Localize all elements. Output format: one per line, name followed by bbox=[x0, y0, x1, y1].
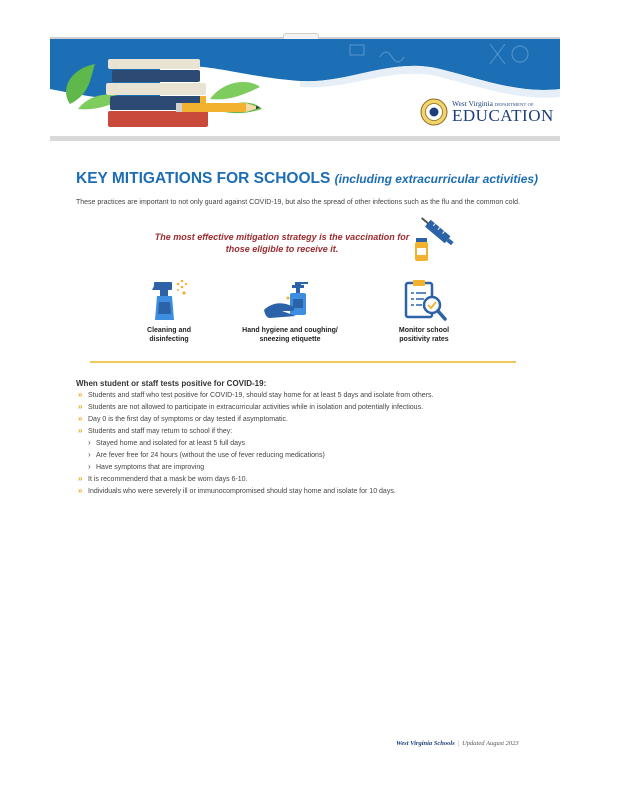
section-divider bbox=[90, 361, 516, 363]
vaccination-callout bbox=[134, 231, 430, 255]
mitigation-label-cleaning: Cleaning and disinfecting bbox=[147, 327, 191, 343]
footer-updated: Updated August 2023 bbox=[462, 740, 519, 747]
mitigation-label-monitor: Monitor school positivity rates bbox=[398, 327, 450, 343]
callout-line-1: The most effective mitigation strategy is the vaccination for bbox=[154, 232, 410, 242]
syringe-vial-icon bbox=[408, 212, 458, 264]
intro-paragraph: These practices are important to not only guard against COVID-19, but also the spread of other infections such as the flu and the common cold. bbox=[76, 199, 520, 206]
footer-separator: | bbox=[457, 740, 460, 747]
hand-soap-icon bbox=[262, 280, 314, 320]
page-title bbox=[76, 170, 538, 188]
positive-guidance-list bbox=[76, 390, 546, 498]
wv-education-logo bbox=[420, 98, 554, 126]
clipboard-magnifier-icon bbox=[402, 279, 448, 323]
spray-bottle-icon bbox=[150, 276, 190, 324]
positive-section-title: When student or staff tests positive for COVID-19: bbox=[76, 379, 267, 388]
state-seal-icon bbox=[420, 98, 448, 126]
logo-education: EDUCATION bbox=[452, 106, 554, 126]
page-footer bbox=[396, 740, 519, 747]
sub-list-item: › Stayed home and isolated for at least 5 full days bbox=[76, 438, 546, 450]
list-item: » Students are not allowed to participate in extracurricular activities while in isolation and potentially infectious. bbox=[76, 402, 546, 414]
list-item: » Students and staff may return to school if they: bbox=[76, 426, 546, 438]
list-item: » Day 0 is the first day of symptoms or day tested if asymptomatic. bbox=[76, 414, 546, 426]
mitigation-label-hygiene: Hand hygiene and coughing/ sneezing etiquette bbox=[242, 327, 338, 343]
callout-line-2: those eligible to receive it. bbox=[225, 244, 339, 254]
sub-list-item: › Are fever free for 24 hours (without the use of fever reducing medications) bbox=[76, 450, 546, 462]
title-subtitle: (including extracurricular activities) bbox=[334, 172, 539, 186]
footer-brand: West Virginia Schools bbox=[396, 740, 455, 747]
sub-list-item: › Have symptoms that are improving bbox=[76, 462, 546, 474]
list-item: » Individuals who were severely ill or immunocompromised should stay home and isolate for 10 days. bbox=[76, 486, 546, 498]
list-item: » Students and staff who test positive for COVID-19, should stay home for at least 5 days and isolate from others. bbox=[76, 390, 546, 402]
banner-bottom-rule bbox=[50, 136, 560, 141]
list-item: » It is recommenderd that a mask be worn days 6-10. bbox=[76, 474, 546, 486]
logo-dept-of: DEPARTMENT OF bbox=[494, 101, 534, 107]
title-main: KEY MITIGATIONS FOR SCHOOLS bbox=[76, 170, 331, 187]
logo-state-name: West Virginia bbox=[452, 98, 493, 108]
